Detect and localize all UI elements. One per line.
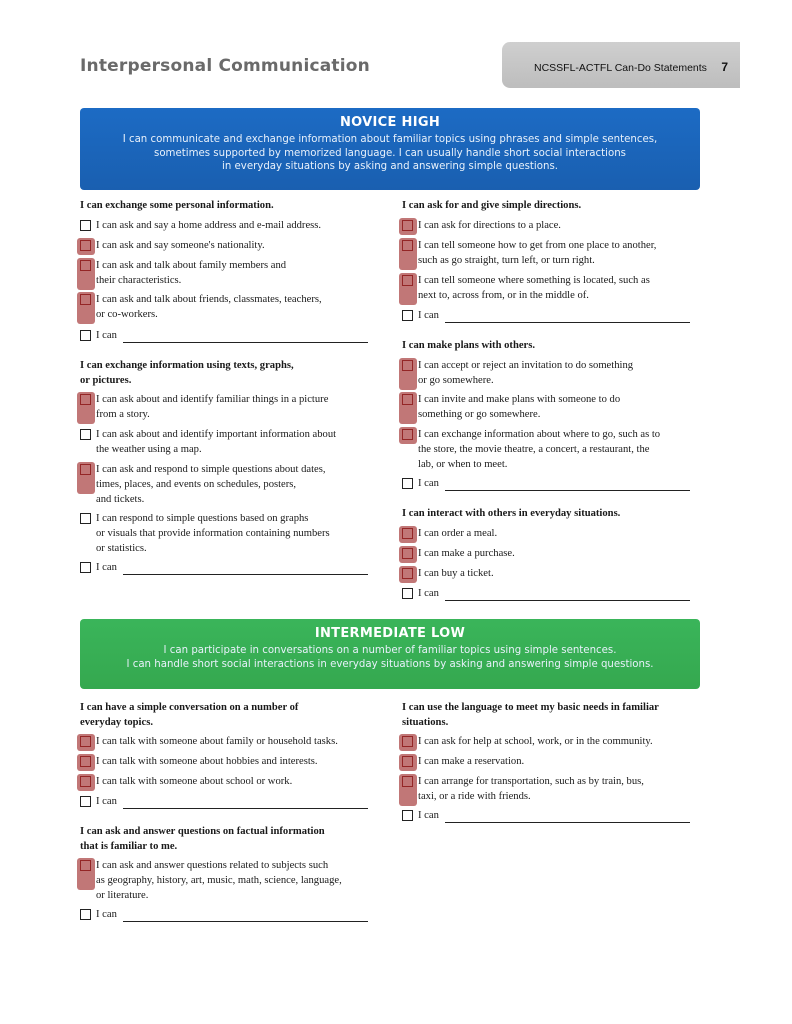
item-text-line: or co-workers. [96, 309, 158, 320]
write-in-line[interactable] [123, 565, 368, 575]
item-text: I can ask for help at school, work, or in the community. [418, 736, 653, 747]
item-text: I can ask and say a home address and e-mail address. [96, 220, 322, 231]
banner-title: NOVICE HIGH [340, 115, 440, 130]
item-text-line: I can accept or reject an invitation to do something [418, 360, 634, 371]
item-text-line: I can ask about and identify familiar things in a picture [96, 394, 329, 405]
item-text-line: and tickets. [96, 494, 145, 505]
item-text-line: I can ask and answer questions related to subjects such [96, 860, 329, 871]
blank-label: I can [96, 909, 117, 920]
blank-item[interactable] [80, 560, 368, 575]
intermediate-low-banner [80, 619, 700, 689]
highlight-mark [399, 546, 417, 563]
heading-line: I can use the language to meet my basic needs in familiar [402, 702, 659, 713]
checklist-item[interactable] [402, 566, 494, 581]
item-text-line: times, places, and events on schedules, posters, [96, 479, 297, 490]
checklist-item[interactable] [402, 427, 660, 472]
checklist-item[interactable] [402, 218, 561, 233]
header-tab [502, 42, 740, 88]
item-text: I can ask for directions to a place. [418, 220, 561, 231]
heading-line: I can ask and answer questions on factual information [80, 826, 325, 837]
checklist-item[interactable] [80, 238, 265, 253]
highlight-mark [77, 858, 95, 890]
highlight-mark [399, 238, 417, 270]
checklist-item[interactable] [80, 392, 328, 422]
write-in-line[interactable] [445, 591, 690, 601]
checklist-item[interactable] [80, 511, 330, 556]
write-in-line[interactable] [445, 481, 690, 491]
highlight-mark [77, 238, 95, 255]
checkbox-icon[interactable] [80, 429, 91, 440]
checklist-item[interactable] [402, 734, 653, 749]
item-text-line: I can ask and talk about friends, classmates, teachers, [96, 294, 322, 305]
checkbox-icon[interactable] [80, 220, 91, 231]
blank-label: I can [96, 796, 117, 807]
write-in-line[interactable] [445, 313, 690, 323]
checkbox-icon[interactable] [402, 588, 413, 599]
highlight-mark [399, 774, 417, 806]
item-text: I can talk with someone about family or household tasks. [96, 736, 338, 747]
checkbox-icon[interactable] [402, 310, 413, 321]
item-text-line: I can ask and talk about family members and [96, 260, 287, 271]
heading-line: that is familiar to me. [80, 841, 178, 852]
item-text-line: I can ask about and identify important information about [96, 429, 337, 440]
item-text: I can make a purchase. [418, 548, 515, 559]
item-text: I can buy a ticket. [418, 568, 494, 579]
checkbox-icon[interactable] [80, 330, 91, 341]
checkbox-icon[interactable] [80, 909, 91, 920]
checklist-item[interactable] [80, 258, 286, 288]
item-text-line: next to, across from, or in the middle of. [418, 290, 589, 301]
blank-item[interactable] [80, 328, 368, 343]
item-text-line: taxi, or a ride with friends. [418, 791, 531, 802]
highlight-mark [399, 427, 417, 444]
item-text: I can make a reservation. [418, 756, 525, 767]
section-heading-factual [80, 824, 325, 854]
blank-label: I can [96, 562, 117, 573]
banner-description-line: in everyday situations by asking and answering simple questions. [222, 161, 558, 172]
write-in-line[interactable] [123, 799, 368, 809]
checklist-item[interactable] [80, 218, 321, 233]
banner-description-line: I can handle short social interactions in everyday situations by asking and answering simple questions. [126, 658, 654, 670]
checkbox-icon[interactable] [402, 810, 413, 821]
item-text-line: the store, the movie theatre, a concert, a restaurant, the [418, 444, 650, 455]
section-heading-basic-needs [402, 700, 659, 730]
blank-item[interactable] [80, 907, 368, 922]
highlight-mark [77, 754, 95, 771]
checkbox-icon[interactable] [80, 562, 91, 573]
item-text-line: from a story. [96, 409, 150, 420]
heading-line: or pictures. [80, 375, 132, 386]
blank-item[interactable] [80, 794, 368, 809]
checklist-item[interactable] [80, 754, 318, 769]
item-text-line: or statistics. [96, 543, 147, 554]
item-text-line: or visuals that provide information containing numbers [96, 528, 330, 539]
highlight-mark [399, 566, 417, 583]
highlight-mark [77, 774, 95, 791]
checklist-item[interactable] [402, 238, 656, 268]
item-text-line: I can exchange information about where to go, such as to [418, 429, 661, 440]
highlight-mark [399, 526, 417, 543]
banner-description-line: I can communicate and exchange information about familiar topics using phrases and simple sentences, [122, 134, 658, 145]
checkbox-icon[interactable] [402, 478, 413, 489]
checklist-item[interactable] [402, 754, 524, 769]
highlight-mark [399, 218, 417, 235]
blank-item[interactable] [402, 586, 690, 601]
item-text-line: lab, or when to meet. [418, 459, 508, 470]
section-heading-everyday: I can interact with others in everyday situations. [402, 508, 621, 519]
item-text-line: something or go somewhere. [418, 409, 541, 420]
item-text: I can order a meal. [418, 528, 498, 539]
highlight-mark [77, 392, 95, 424]
checklist-item[interactable] [402, 392, 620, 422]
item-text-line: the weather using a map. [96, 444, 202, 455]
banner-description-line: I can participate in conversations on a number of familiar topics using simple sentences. [163, 645, 617, 656]
write-in-line[interactable] [123, 333, 368, 343]
blank-item[interactable] [402, 808, 690, 823]
item-text: I can ask and say someone's nationality. [96, 240, 265, 251]
checklist-item[interactable] [80, 734, 338, 749]
heading-line: I can exchange information using texts, graphs, [80, 360, 294, 371]
highlight-mark [399, 273, 417, 305]
blank-label: I can [418, 478, 439, 489]
blank-label: I can [418, 588, 439, 599]
item-text: I can talk with someone about school or work. [96, 776, 293, 787]
write-in-line[interactable] [445, 813, 690, 823]
checklist-item[interactable] [80, 292, 322, 322]
item-text-line: I can tell someone where something is located, such as [418, 275, 650, 286]
page-number: 7 [721, 60, 728, 74]
heading-line: everyday topics. [80, 717, 153, 728]
blank-label: I can [96, 330, 117, 341]
page-title: Interpersonal Communication [80, 56, 370, 76]
banner-description-line: sometimes supported by memorized language. I can usually handle short social interactions [154, 147, 626, 159]
item-text-line: I can tell someone how to get from one place to another, [418, 240, 657, 251]
header-tab-label: NCSSFL-ACTFL Can-Do Statements [534, 62, 707, 74]
heading-line: situations. [402, 717, 449, 728]
item-text-line: or go somewhere. [418, 375, 494, 386]
checklist-item[interactable] [80, 427, 336, 457]
checkbox-icon[interactable] [80, 796, 91, 807]
highlight-mark [399, 754, 417, 771]
banner-title: INTERMEDIATE LOW [314, 626, 466, 641]
highlight-mark [77, 462, 95, 494]
checkbox-icon[interactable] [80, 513, 91, 524]
item-text: I can talk with someone about hobbies and interests. [96, 756, 318, 767]
checklist-item[interactable] [402, 546, 515, 561]
checklist-item[interactable] [402, 774, 644, 804]
item-text-line: I can arrange for transportation, such as by train, bus, [418, 776, 644, 787]
novice-high-banner [80, 108, 700, 190]
write-in-line[interactable] [123, 912, 368, 922]
blank-label: I can [418, 810, 439, 821]
section-heading-personal-info: I can exchange some personal information. [80, 200, 274, 211]
section-heading-conversation [80, 700, 298, 730]
checklist-item[interactable] [80, 858, 342, 903]
checklist-item[interactable] [402, 358, 633, 388]
item-text-line: or literature. [96, 890, 149, 901]
checklist-item[interactable] [80, 774, 292, 789]
highlight-mark [399, 392, 417, 424]
item-text-line: such as go straight, turn left, or turn right. [418, 255, 595, 266]
highlight-mark [77, 292, 95, 324]
checklist-item[interactable] [402, 526, 497, 541]
highlight-mark [77, 258, 95, 290]
item-text-line: their characteristics. [96, 275, 182, 286]
section-heading-texts-graphs [80, 358, 294, 388]
blank-item[interactable] [402, 308, 690, 323]
heading-line: I can have a simple conversation on a number of [80, 702, 299, 713]
checklist-item[interactable] [402, 273, 650, 303]
checklist-item[interactable] [80, 462, 325, 507]
section-heading-plans: I can make plans with others. [402, 340, 536, 351]
blank-label: I can [418, 310, 439, 321]
highlight-mark [399, 358, 417, 390]
item-text-line: I can respond to simple questions based on graphs [96, 513, 309, 524]
highlight-mark [77, 734, 95, 751]
item-text-line: I can invite and make plans with someone to do [418, 394, 621, 405]
item-text-line: I can ask and respond to simple questions about dates, [96, 464, 326, 475]
section-heading-directions: I can ask for and give simple directions. [402, 200, 582, 211]
highlight-mark [399, 734, 417, 751]
item-text-line: as geography, history, art, music, math, science, language, [96, 875, 342, 886]
blank-item[interactable] [402, 476, 690, 491]
